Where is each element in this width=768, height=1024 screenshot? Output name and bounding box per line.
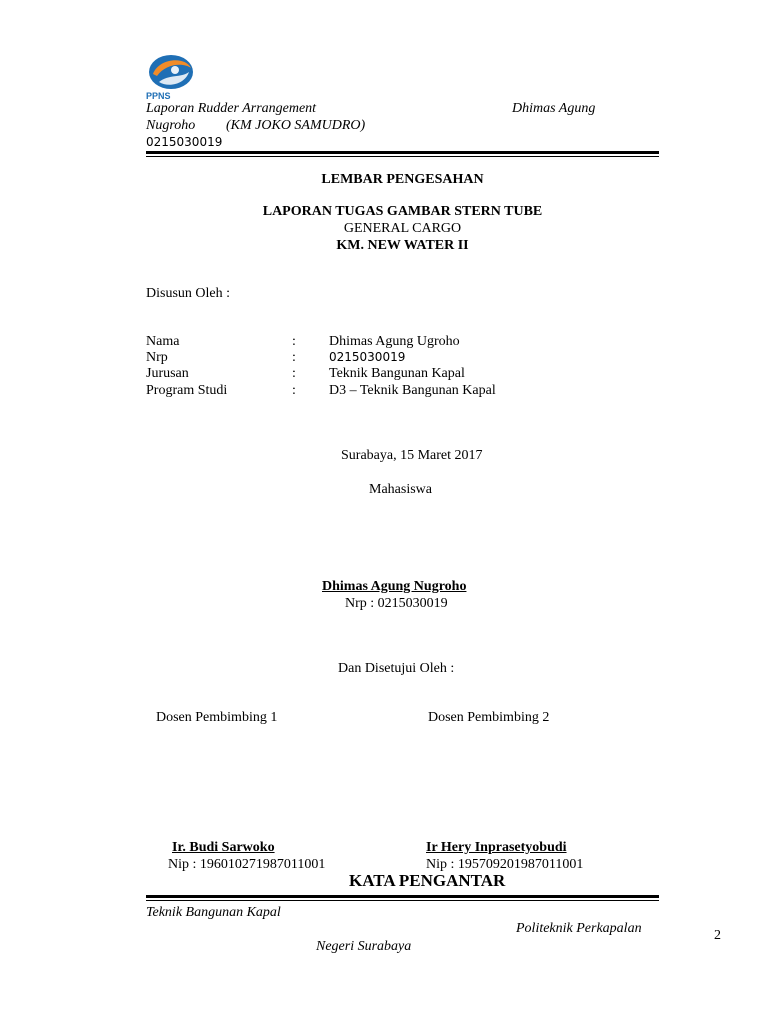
detail-sep: : bbox=[292, 350, 296, 365]
detail-sep: : bbox=[292, 383, 296, 398]
page-number: 2 bbox=[714, 928, 721, 943]
footer-department: Teknik Bangunan Kapal bbox=[146, 905, 281, 920]
detail-sep: : bbox=[292, 334, 296, 349]
footer-divider-thin bbox=[146, 900, 659, 901]
detail-value-name: Dhimas Agung Ugroho bbox=[329, 334, 460, 349]
student-role: Mahasiswa bbox=[369, 482, 432, 497]
header-author-last: Nugroho bbox=[146, 118, 196, 133]
detail-label-nrp: Nrp bbox=[146, 350, 168, 365]
detail-value-nrp: 0215030019 bbox=[329, 350, 406, 364]
supervisor-1-nip: Nip : 196010271987011001 bbox=[168, 857, 326, 872]
ppns-logo-icon bbox=[145, 52, 197, 102]
approved-by-label: Dan Disetujui Oleh : bbox=[338, 661, 455, 676]
header-id-number: 0215030019 bbox=[146, 135, 223, 149]
supervisor-2-nip: Nip : 195709201987011001 bbox=[426, 857, 584, 872]
header-divider-thick bbox=[146, 151, 659, 154]
prepared-by-label: Disusun Oleh : bbox=[146, 286, 230, 301]
detail-value-department: Teknik Bangunan Kapal bbox=[329, 366, 465, 381]
detail-sep: : bbox=[292, 366, 296, 381]
ship-type: GENERAL CARGO bbox=[343, 221, 462, 236]
detail-label-program: Program Studi bbox=[146, 383, 228, 398]
footer-divider-thick bbox=[146, 895, 659, 898]
report-title: LAPORAN TUGAS GAMBAR STERN TUBE bbox=[262, 204, 543, 219]
next-section-heading: KATA PENGANTAR bbox=[349, 871, 506, 890]
page-title: LEMBAR PENGESAHAN bbox=[321, 172, 484, 187]
student-name: Dhimas Agung Nugroho bbox=[322, 579, 467, 594]
detail-label-name: Nama bbox=[146, 334, 180, 349]
place-date: Surabaya, 15 Maret 2017 bbox=[341, 448, 483, 463]
student-nrp: Nrp : 0215030019 bbox=[345, 596, 448, 611]
ship-name: KM. NEW WATER II bbox=[336, 238, 469, 253]
supervisor-2-role: Dosen Pembimbing 2 bbox=[428, 710, 550, 725]
footer-institution-cont: Negeri Surabaya bbox=[316, 939, 412, 954]
supervisor-1-role: Dosen Pembimbing 1 bbox=[156, 710, 278, 725]
detail-label-department: Jurusan bbox=[146, 366, 189, 381]
header-report-title: Laporan Rudder Arrangement bbox=[146, 101, 317, 116]
header-divider-thin bbox=[146, 156, 659, 157]
supervisor-2-name: Ir Hery Inprasetyobudi bbox=[426, 840, 567, 855]
logo-text: PPNS bbox=[146, 91, 171, 101]
detail-value-program: D3 – Teknik Bangunan Kapal bbox=[329, 383, 496, 398]
header-ship-name: (KM JOKO SAMUDRO) bbox=[226, 118, 366, 133]
footer-institution: Politeknik Perkapalan bbox=[516, 921, 642, 936]
supervisor-1-name: Ir. Budi Sarwoko bbox=[172, 840, 275, 855]
header-author-first: Dhimas Agung bbox=[512, 101, 596, 116]
